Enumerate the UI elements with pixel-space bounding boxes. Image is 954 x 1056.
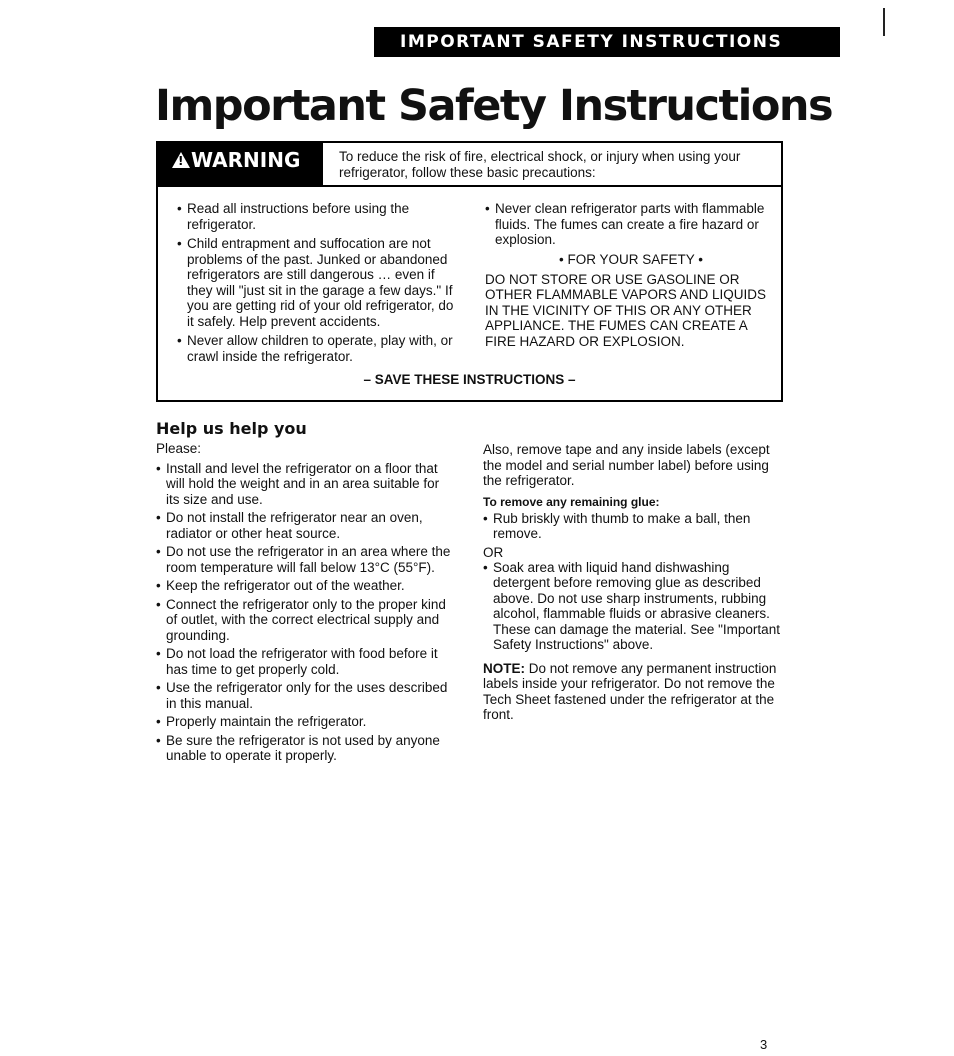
section-header-bar: IMPORTANT SAFETY INSTRUCTIONS [374, 27, 840, 57]
help-heading: Help us help you [156, 419, 307, 438]
list-item: • Do not use the refrigerator in an area where the room temperature will fall below 13°C (55°F). [156, 544, 451, 575]
warning-label-box [158, 143, 323, 185]
help-intro: Please: [156, 441, 202, 456]
list-item: • Never clean refrigerator parts with flammable fluids. The fumes can create a fire hazard or explosion. [485, 201, 765, 247]
list-item: • Rub briskly with thumb to make a ball, then remove. [483, 510, 751, 541]
list-item: • Be sure the refrigerator is not used by anyone unable to operate it properly. [156, 732, 440, 763]
list-item: • Install and level the refrigerator on a floor that will hold the weight and in an area suitable for its size and use. [156, 460, 440, 507]
labels-removal-text: Also, remove tape and any inside labels (except the model and serial number label) before using the refrigerator. [483, 442, 770, 488]
note-label: NOTE: [483, 660, 525, 676]
precautions-left-column [177, 201, 459, 368]
warning-banner [156, 141, 783, 187]
list-item-text: Never clean refrigerator parts with flammable fluids. The fumes can create a fire hazard or explosion. [495, 201, 765, 247]
list-item-text: Keep the refrigerator out of the weather. [166, 578, 405, 593]
page-title: Important Safety Instructions [155, 81, 833, 131]
list-item-text: Use the refrigerator only for the uses described in this manual. [166, 680, 448, 711]
or-separator: OR [483, 544, 504, 560]
help-left-column [156, 441, 456, 767]
list-item-text: Rub briskly with thumb to make a ball, then remove. [493, 510, 751, 541]
page-number: 3 [760, 1037, 768, 1052]
list-item-text: Do not install the refrigerator near an oven, radiator or other heat source. [166, 510, 423, 541]
list-item-text: Read all instructions before using the refrigerator. [187, 201, 410, 232]
list-item-text: Do not use the refrigerator in an area where the room temperature will fall below 13°C (55°F). [166, 544, 451, 575]
list-item-text: Properly maintain the refrigerator. [166, 714, 367, 729]
list-item: • Use the refrigerator only for the uses described in this manual. [156, 680, 448, 711]
precautions-right-column [485, 201, 777, 349]
list-item: • Properly maintain the refrigerator. [156, 714, 367, 729]
list-item-text: Install and level the refrigerator on a floor that will hold the weight and in an area suitable for its size and use. [166, 460, 440, 507]
list-item-text: Be sure the refrigerator is not used by anyone unable to operate it properly. [166, 732, 440, 763]
list-item-text: Soak area with liquid hand dishwashing detergent before removing glue as described above. Do not use sharp instruments, rubbing alcohol, flammable fluids or abrasive cleaners. These can damage the material. See "Important Safety Instructions" above. [493, 559, 780, 652]
glue-heading: To remove any remaining glue: [483, 494, 660, 509]
list-item: • Read all instructions before using the refrigerator. [177, 201, 410, 232]
precautions-box [156, 185, 783, 402]
list-item-text: Do not load the refrigerator with food before it has time to get properly cold. [166, 646, 438, 677]
warning-text: To reduce the risk of fire, electrical shock, or injury when using your refrigerator, follow these basic precautions: [339, 149, 741, 180]
edge-mark [883, 8, 885, 36]
list-item-text: Child entrapment and suffocation are not problems of the past. Junked or abandoned refrigerators are still dangerous … even if they will "just sit in the garage a few days." If you are getting rid of your old refrigerator, do it safely. Help prevent accidents. [187, 236, 454, 329]
note-text: Do not remove any permanent instruction labels inside your refrigerator. Do not remove the Tech Sheet fastened under the refrigerator at the front. [483, 660, 777, 722]
warning-label: WARNING [191, 148, 301, 172]
list-item-text: Never allow children to operate, play with, or crawl inside the refrigerator. [187, 333, 453, 364]
gasoline-warning: DO NOT STORE OR USE GASOLINE OR OTHER FLAMMABLE VAPORS AND LIQUIDS IN THE VICINITY OF THIS OR ANY OTHER APPLIANCE. THE FUMES CAN CREATE A FIRE HAZARD OR EXPLOSION. [485, 271, 767, 349]
for-your-safety-line: • FOR YOUR SAFETY • [559, 251, 703, 267]
list-item: • Child entrapment and suffocation are not problems of the past. Junked or abandoned refrigerators are still dangerous … even if they will "just sit in the garage a few days." If you are getting rid of your old refrigerator, do it safely. Help prevent accidents. [177, 236, 454, 329]
list-item-text: Connect the refrigerator only to the proper kind of outlet, with the correct electrical supply and grounding. [166, 596, 446, 643]
list-item: • Connect the refrigerator only to the proper kind of outlet, with the correct electrical supply and grounding. [156, 596, 446, 643]
list-item: • Never allow children to operate, play with, or crawl inside the refrigerator. [177, 333, 453, 364]
help-right-column [483, 442, 783, 727]
save-instructions-line: – SAVE THESE INSTRUCTIONS – [363, 372, 576, 387]
list-item: • Do not load the refrigerator with food before it has time to get properly cold. [156, 646, 438, 677]
list-item: • Soak area with liquid hand dishwashing detergent before removing glue as described above. Do not use sharp instruments, rubbing alcohol, flammable fluids or abrasive cleaners. These can damage the material. See "Important Safety Instructions" above. [483, 559, 780, 652]
note-paragraph [483, 661, 783, 723]
list-item: • Do not install the refrigerator near an oven, radiator or other heat source. [156, 510, 423, 541]
list-item: • Keep the refrigerator out of the weather. [156, 578, 405, 593]
warning-triangle-icon [172, 152, 190, 168]
